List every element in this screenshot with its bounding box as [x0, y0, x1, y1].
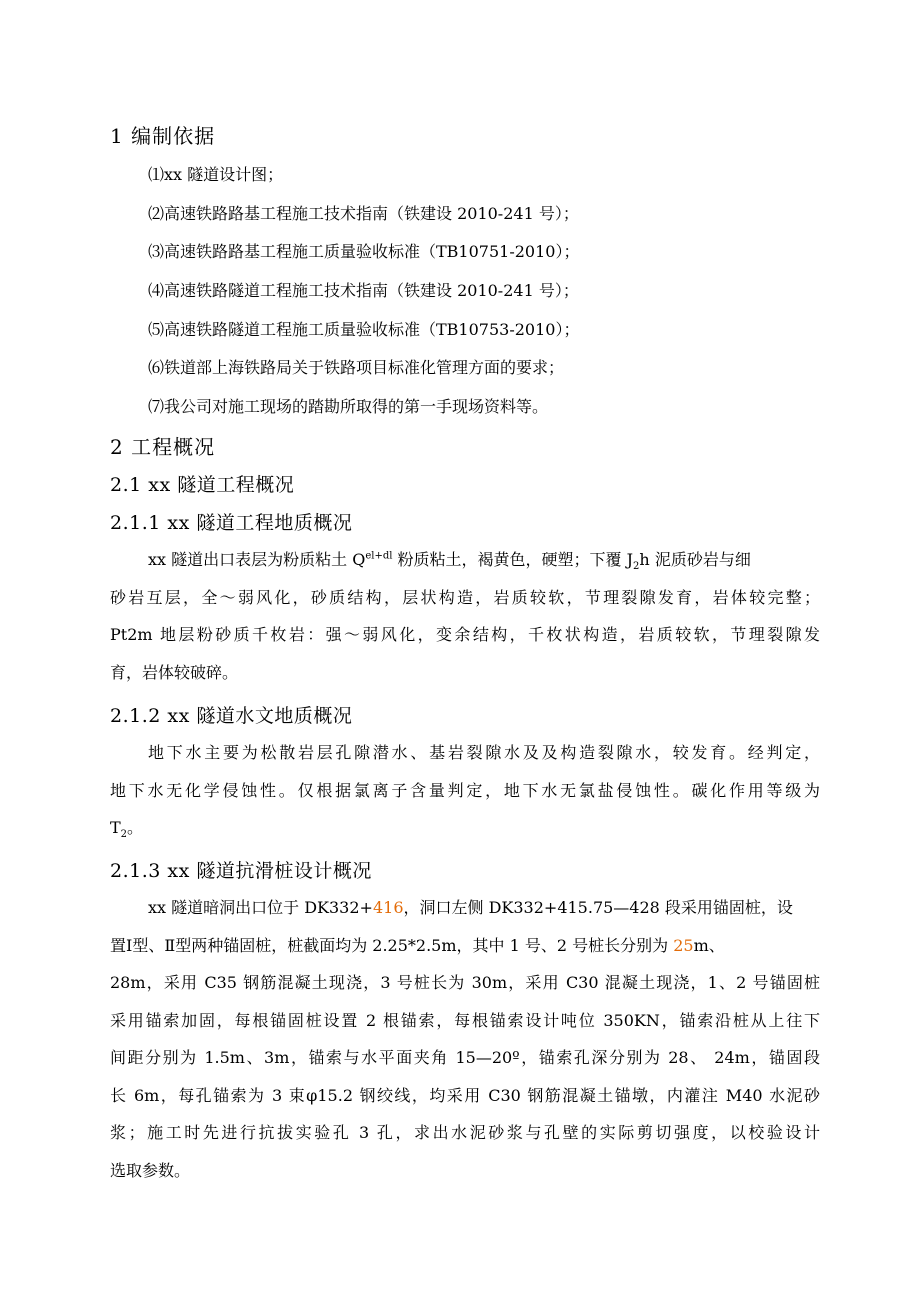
reference-item-2: ⑵高速铁路路基工程施工技术指南（铁建设 2010-241 号）； — [148, 204, 579, 223]
station-highlight: 416 — [372, 898, 404, 917]
piles-line-1: xx 隧道暗洞出口位于 DK332+416，洞口左侧 DK332+415.75—428 段采用锚固桩，设 — [148, 898, 793, 917]
hydro-paragraph — [110, 734, 820, 847]
geology-line-4: 育，岩体较破碎。 — [110, 662, 239, 682]
section-2-1-1-heading: 2.1.1 xx 隧道工程地质概况 — [110, 512, 353, 534]
piles-line-8: 选取参数。 — [110, 1160, 191, 1180]
piles-line-5: 间距分别为 1.5m、3m，锚索与水平面夹角 15—20º，锚索孔深分别为 28、 24m，锚固段 — [110, 1048, 820, 1067]
section-2-1-heading: 2.1 xx 隧道工程概况 — [110, 474, 295, 496]
reference-item-7: ⑺我公司对施工现场的踏勘所取得的第一手现场资料等。 — [148, 397, 549, 416]
length-highlight: 25 — [673, 935, 694, 955]
geology-line-2: 砂岩互层，全～弱风化，砂质结构，层状构造，岩质较软，节理裂隙发育，岩体较完整； — [110, 587, 820, 607]
geology-line-1: xx 隧道出口表层为粉质粘土 $Q^{el+dl}$ 粉质粘土，褐黄色，硬塑；下覆 $J_2h$ 泥质砂岩与细 — [148, 550, 751, 573]
piles-line-2: 置Ⅰ型、Ⅱ型两种锚固桩，桩截面均为 2.25*2.5m，其中 1 号、2 号桩长分别为 25m、 — [110, 935, 725, 955]
hydro-line-3: $T_2$。 — [110, 818, 144, 841]
reference-item-5: ⑸高速铁路隧道工程施工质量验收标准（TB10753-2010）； — [148, 320, 580, 339]
piles-line-6: 长 6m，每孔锚索为 3 束φ15.2 钢绞线，均采用 C30 钢筋混凝土锚墩，内灌注 M40 水泥砂 — [110, 1085, 820, 1105]
hydro-line-1: 地下水主要为松散岩层孔隙潜水、基岩裂隙水及及构造裂隙水，较发育。经判定， — [148, 743, 820, 762]
piles-paragraph — [110, 889, 820, 1189]
section-2-1-2-heading: 2.1.2 xx 隧道水文地质概况 — [110, 705, 353, 727]
piles-line-3: 28m，采用 C35 钢筋混凝土现浇，3 号桩长为 30m，采用 C30 混凝土现浇，1、2 号锚固桩 — [110, 973, 820, 992]
geology-paragraph — [110, 541, 820, 691]
section-2-1-3-heading: 2.1.3 xx 隧道抗滑桩设计概况 — [110, 860, 372, 882]
piles-line-4: 采用锚索加固，每根锚固桩设置 2 根锚索，每根锚索设计吨位 350KN，锚索沿桩从上往下 — [110, 1010, 820, 1030]
reference-item-1: ⑴xx 隧道设计图； — [148, 165, 284, 184]
reference-item-4: ⑷高速铁路隧道工程施工技术指南（铁建设 2010-241 号）； — [148, 281, 579, 300]
section-2-heading: 2 工程概况 — [110, 435, 216, 459]
geology-line-3: Pt2m 地层粉砂质千枚岩：强～弱风化，变余结构，千枚状构造，岩质较软，节理裂隙发 — [110, 625, 820, 644]
section-1-heading: 1 编制依据 — [110, 124, 216, 148]
reference-item-6: ⑹铁道部上海铁路局关于铁路项目标准化管理方面的要求； — [148, 358, 565, 377]
piles-line-7: 浆；施工时先进行抗拔实验孔 3 孔，求出水泥砂浆与孔壁的实际剪切强度，以校验设计 — [110, 1123, 820, 1142]
reference-item-3: ⑶高速铁路路基工程施工质量验收标准（TB10751-2010）； — [148, 242, 580, 261]
hydro-line-2: 地下水无化学侵蚀性。仅根据氯离子含量判定，地下水无氯盐侵蚀性。碳化作用等级为 — [110, 780, 820, 800]
